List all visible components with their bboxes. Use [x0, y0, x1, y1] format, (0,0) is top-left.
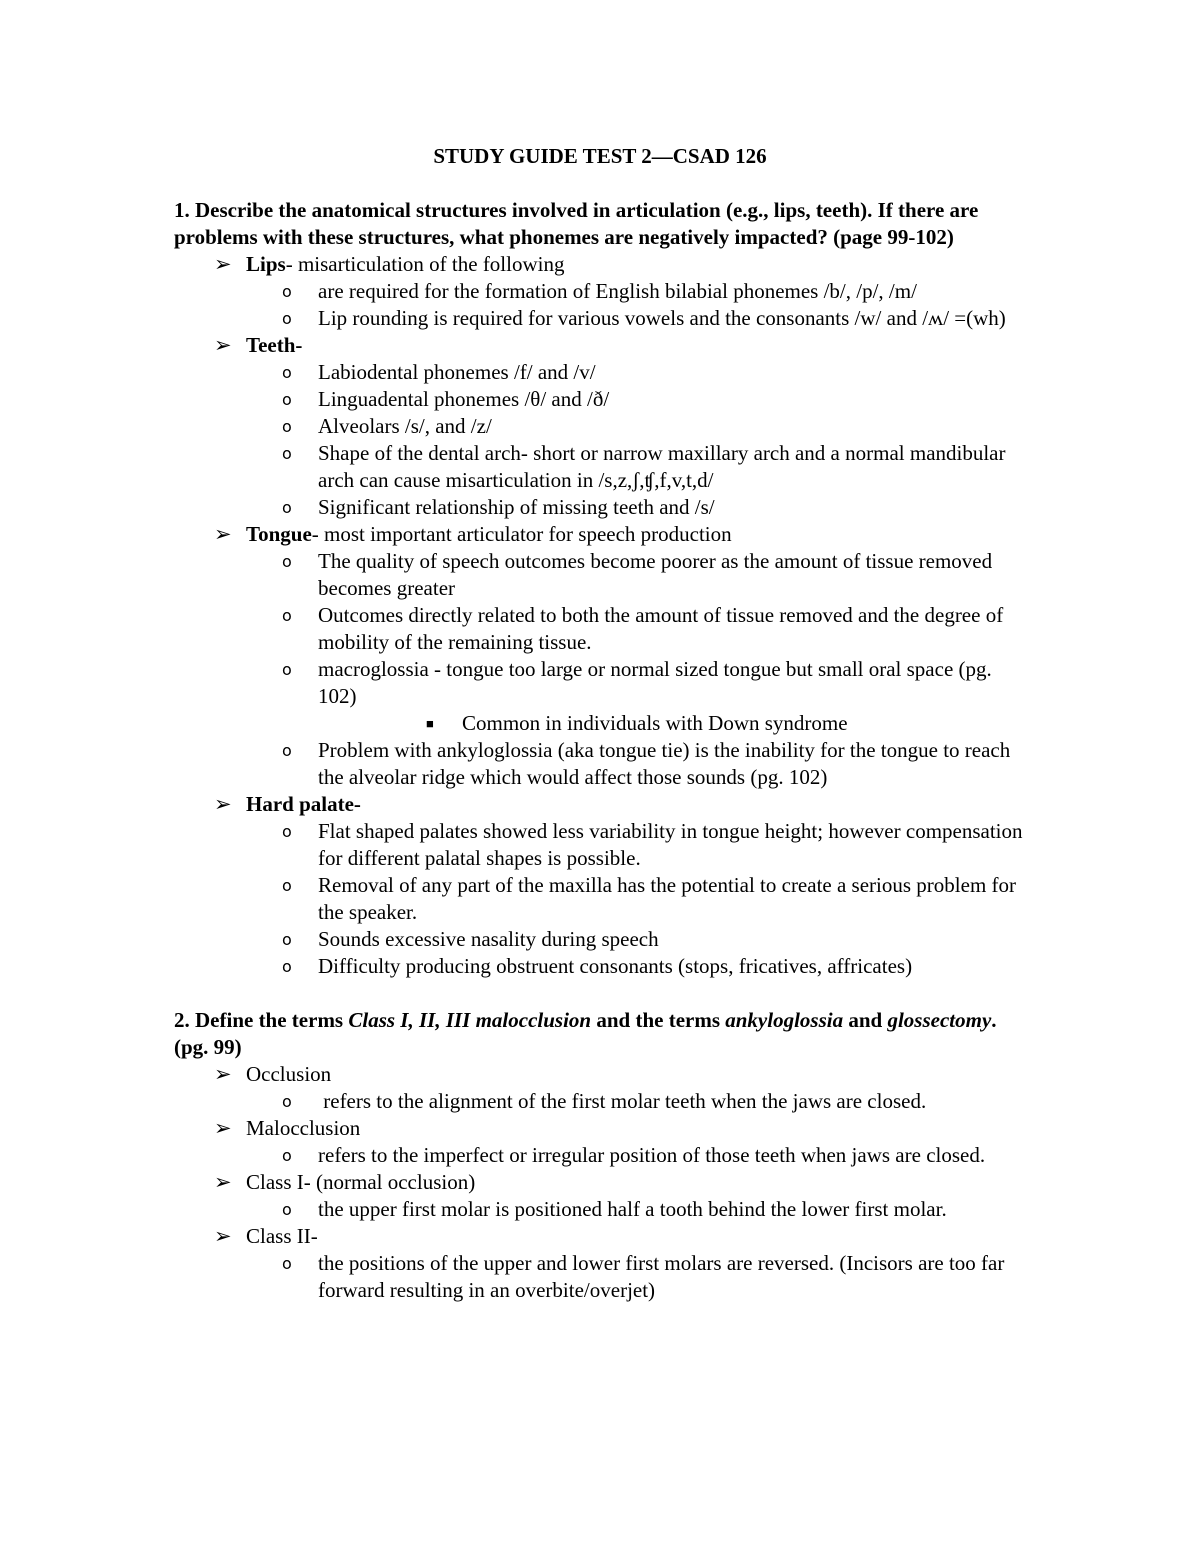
- list-item: o Removal of any part of the maxilla has the potential to create a serious problem for the speaker.: [282, 873, 1017, 924]
- sub-sub-list: [246, 710, 1034, 737]
- bullet-label: Malocclusion: [246, 1116, 361, 1140]
- bullet-class-i: [174, 1169, 1034, 1223]
- list-item: o The quality of speech outcomes become poorer as the amount of tissue removed becomes greater: [282, 549, 993, 600]
- circle-bullet-icon: o: [282, 876, 292, 895]
- list-item: o macroglossia - tongue too large or normal sized tongue but small oral space (pg. 102) ■ Common in individuals with Down syndrome: [174, 656, 1034, 737]
- sub-list: [174, 548, 1034, 791]
- list-item: o Significant relationship of missing teeth and /s/: [282, 495, 715, 519]
- list-item: o the upper first molar is positioned half a tooth behind the lower first molar.: [282, 1197, 947, 1221]
- arrow-bullet-icon: ➢: [214, 792, 232, 816]
- list-item: o Shape of the dental arch- short or narrow maxillary arch and a normal mandibular arch can cause misarticulation in /s,z,ʃ,ʧ,f,v,t,d/: [282, 441, 1006, 492]
- circle-bullet-icon: o: [282, 930, 292, 949]
- circle-bullet-icon: o: [282, 552, 292, 571]
- list-item: o Difficulty producing obstruent consonants (stops, fricatives, affricates): [282, 954, 913, 978]
- arrow-bullet-icon: ➢: [214, 1062, 232, 1086]
- list-item: ■ Common in individuals with Down syndrome: [426, 711, 848, 735]
- list-item: o are required for the formation of English bilabial phonemes /b/, /p/, /m/: [282, 279, 917, 303]
- list-item: o Problem with ankyloglossia (aka tongue tie) is the inability for the tongue to reach the alveolar ridge which would affect those sounds (pg. 102): [282, 738, 1011, 789]
- circle-bullet-icon: o: [282, 363, 292, 382]
- q2-bullet-list: [174, 1061, 1034, 1304]
- bullet-label: Hard palate-: [246, 792, 361, 816]
- page-title: STUDY GUIDE TEST 2—CSAD 126: [433, 144, 767, 168]
- sub-list: [174, 1142, 1034, 1169]
- arrow-bullet-icon: ➢: [214, 1116, 232, 1140]
- circle-bullet-icon: o: [282, 660, 292, 679]
- arrow-bullet-icon: ➢: [214, 252, 232, 276]
- bullet-label: Class I- (normal occlusion): [246, 1170, 476, 1194]
- sub-list: [174, 359, 1034, 521]
- sub-list: [174, 1196, 1034, 1223]
- bullet-text: - most important articulator for speech production: [311, 522, 732, 546]
- list-item: o Alveolars /s/, and /z/: [282, 414, 492, 438]
- circle-bullet-icon: o: [282, 957, 292, 976]
- list-item: o Linguadental phonemes /θ/ and /ð/: [282, 387, 610, 411]
- bullet-label: Tongue: [246, 522, 312, 546]
- list-item: o Outcomes directly related to both the amount of tissue removed and the degree of mobility of the remaining tissue.: [282, 603, 1004, 654]
- circle-bullet-icon: o: [282, 1146, 292, 1165]
- square-bullet-icon: ■: [426, 716, 434, 731]
- circle-bullet-icon: o: [282, 417, 292, 436]
- list-item: o refers to the alignment of the first molar teeth when the jaws are closed.: [282, 1089, 927, 1113]
- list-item: o the positions of the upper and lower first molars are reversed. (Incisors are too far forward resulting in an overbite/overjet): [282, 1251, 1005, 1302]
- circle-bullet-icon: o: [282, 822, 292, 841]
- bullet-hard-palate: [174, 791, 1034, 980]
- bullet-label: Class II-: [246, 1224, 318, 1248]
- circle-bullet-icon: o: [282, 309, 292, 328]
- circle-bullet-icon: o: [282, 1200, 292, 1219]
- arrow-bullet-icon: ➢: [214, 522, 232, 546]
- circle-bullet-icon: o: [282, 606, 292, 625]
- list-item: o Labiodental phonemes /f/ and /v/: [282, 360, 596, 384]
- list-item: o Lip rounding is required for various vowels and the consonants /w/ and /ʍ/ =(wh): [282, 306, 1006, 330]
- bullet-tongue: [174, 521, 1034, 791]
- circle-bullet-icon: o: [282, 390, 292, 409]
- circle-bullet-icon: o: [282, 444, 292, 463]
- bullet-label: Lips: [246, 252, 286, 276]
- q1-bullet-list: [174, 251, 1034, 980]
- bullet-label: Occlusion: [246, 1062, 332, 1086]
- sub-list: [174, 1088, 1034, 1115]
- bullet-malocclusion: [174, 1115, 1034, 1169]
- arrow-bullet-icon: ➢: [214, 1224, 232, 1248]
- circle-bullet-icon: o: [282, 282, 292, 301]
- circle-bullet-icon: o: [282, 1092, 292, 1111]
- bullet-label: Teeth-: [246, 333, 303, 357]
- list-item: o Sounds excessive nasality during speech: [282, 927, 659, 951]
- question-2: 2. Define the terms Class I, II, III malocclusion and the terms ankyloglossia and glossectomy. (pg. 99): [174, 1008, 997, 1059]
- arrow-bullet-icon: ➢: [214, 333, 232, 357]
- question-1: 1. Describe the anatomical structures involved in articulation (e.g., lips, teeth). If there are problems with these structures, what phonemes are negatively impacted? (page 99-102): [174, 198, 979, 249]
- list-item: o Flat shaped palates showed less variability in tongue height; however compensation for different palatal shapes is possible.: [282, 819, 1023, 870]
- bullet-teeth: [174, 332, 1034, 521]
- sub-list: [174, 818, 1034, 980]
- sub-list: [174, 278, 1034, 332]
- circle-bullet-icon: o: [282, 741, 292, 760]
- bullet-class-ii: [174, 1223, 1034, 1304]
- circle-bullet-icon: o: [282, 1254, 292, 1273]
- list-item: o refers to the imperfect or irregular position of those teeth when jaws are closed.: [282, 1143, 986, 1167]
- bullet-text: - misarticulation of the following: [285, 252, 565, 276]
- document-content: [174, 197, 1034, 1304]
- bullet-occlusion: [174, 1061, 1034, 1115]
- sub-list: [174, 1250, 1034, 1304]
- circle-bullet-icon: o: [282, 498, 292, 517]
- arrow-bullet-icon: ➢: [214, 1170, 232, 1194]
- bullet-lips: [174, 251, 1034, 332]
